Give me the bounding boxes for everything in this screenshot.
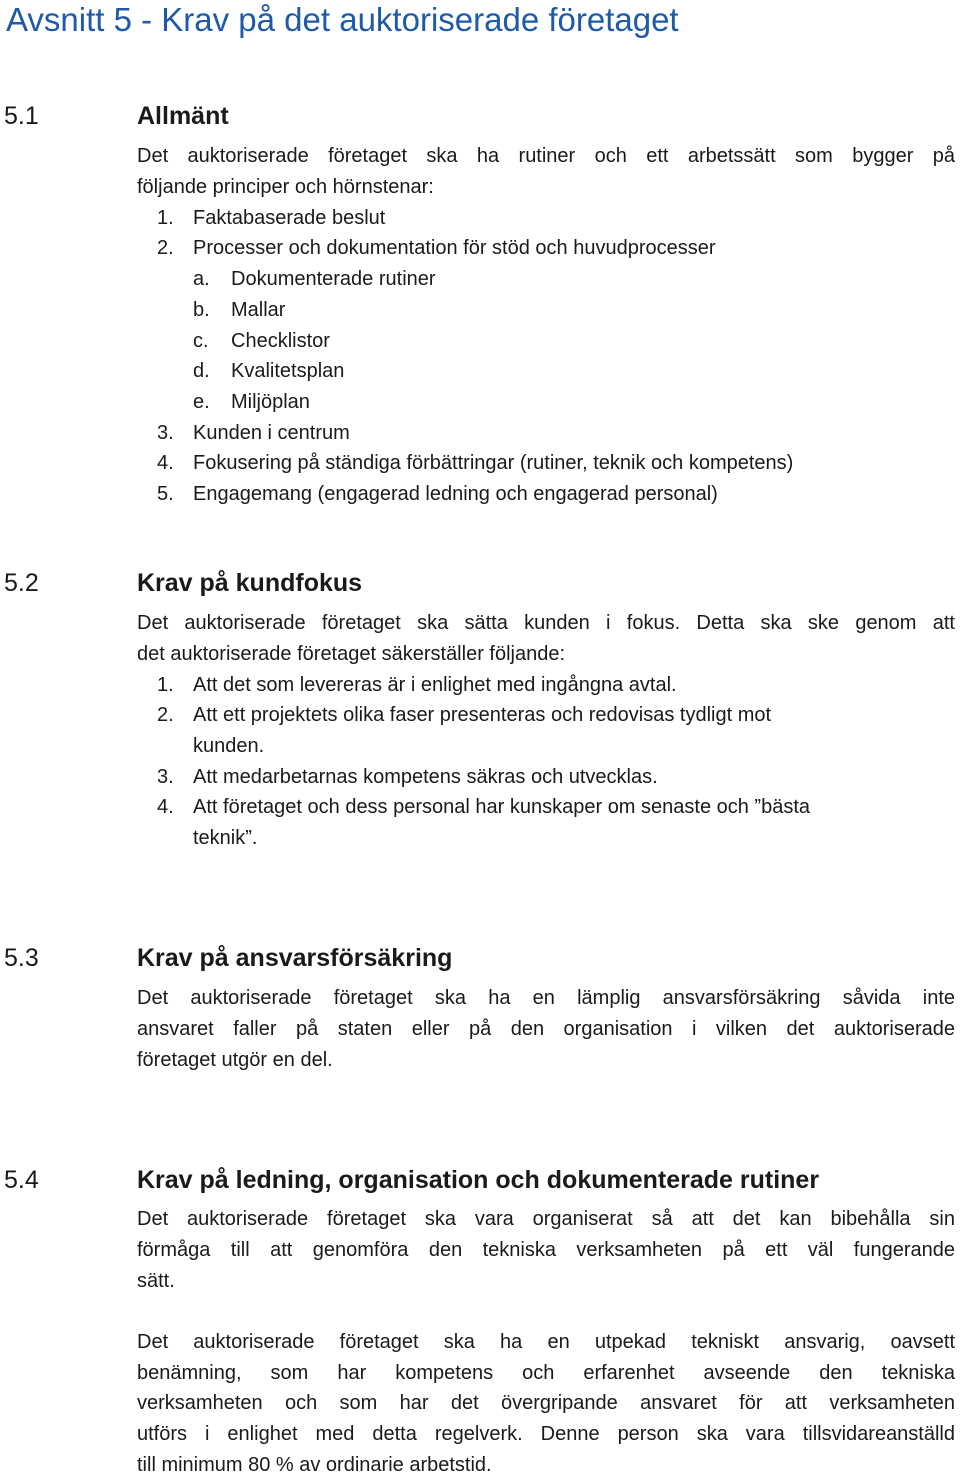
s4-para2-line-5: till minimum 80 % av ordinarie arbetstid. (137, 1454, 492, 1476)
s2-intro-line-2: det auktoriserade företaget säkerställer följande: (137, 643, 566, 665)
s4-para1-line-3: sätt. (137, 1270, 175, 1292)
s3-para-line-2: ansvaret faller på staten eller på den organisation i vilken det auktoriserade (137, 1018, 955, 1040)
s2-item-text: Att medarbetarnas kompetens säkras och utvecklas. (193, 766, 658, 788)
s1-subitem-letter: c. (193, 330, 209, 352)
s1-subitem-text: Checklistor (231, 330, 330, 352)
s2-item-text: Att det som levereras är i enlighet med ingångna avtal. (193, 674, 677, 696)
s2-item-number: 3. (157, 766, 174, 788)
s2-item-number: 1. (157, 674, 174, 696)
s4-para2-line-3: verksamheten och som har det övergripande ansvaret för att verksamheten (137, 1392, 955, 1414)
s1-subitem-letter: b. (193, 299, 210, 321)
s4-para2-line-4: utförs i enlighet med detta regelverk. Denne person ska vara tillsvidareanställd (137, 1423, 955, 1445)
s2-item-text: Att ett projektets olika faser presenteras och redovisas tydligt mot (193, 704, 772, 726)
s1-item-text: Fokusering på ständiga förbättringar (rutiner, teknik och kompetens) (193, 452, 794, 474)
s4-para1-line-2: förmåga till att genomföra den tekniska verksamheten på ett väl fungerande (137, 1239, 955, 1261)
section-heading-allmant: Allmänt (137, 102, 229, 130)
s1-subitem-letter: d. (193, 360, 210, 382)
section-number-5-2: 5.2 (4, 569, 39, 597)
s2-intro-line-1: Det auktoriserade företaget ska sätta kunden i fokus. Detta ska ske genom att (137, 612, 955, 634)
section-number-5-1: 5.1 (4, 102, 39, 130)
s1-subitem-text: Kvalitetsplan (231, 360, 345, 382)
s1-item-number: 2. (157, 237, 174, 259)
s1-item-text: Engagemang (engagerad ledning och engagerad personal) (193, 483, 718, 505)
s2-item-text-cont: teknik”. (193, 827, 258, 849)
s1-subitem-text: Mallar (231, 299, 286, 321)
page-title: Avsnitt 5 - Krav på det auktoriserade företaget (6, 1, 679, 38)
s1-item-text: Kunden i centrum (193, 422, 350, 444)
s3-para-line-1: Det auktoriserade företaget ska ha en lämplig ansvarsförsäkring såvida inte (137, 987, 955, 1009)
s1-item-text: Processer och dokumentation för stöd och huvudprocesser (193, 237, 716, 259)
s3-para-line-3: företaget utgör en del. (137, 1049, 333, 1071)
s4-para1-line-1: Det auktoriserade företaget ska vara organiserat så att det kan bibehålla sin (137, 1208, 955, 1230)
s4-para2-line-2: benämning, som har kompetens och erfarenhet avseende den tekniska (137, 1362, 955, 1384)
s1-item-number: 3. (157, 422, 174, 444)
s4-para2-line-1: Det auktoriserade företaget ska ha en utpekad tekniskt ansvarig, oavsett (137, 1331, 955, 1353)
s2-item-number: 2. (157, 704, 174, 726)
s1-subitem-text: Dokumenterade rutiner (231, 268, 436, 290)
s2-item-number: 4. (157, 796, 174, 818)
s1-item-text: Faktabaserade beslut (193, 207, 386, 229)
section-heading-ledning: Krav på ledning, organisation och dokumenterade rutiner (137, 1166, 820, 1194)
s1-subitem-letter: e. (193, 391, 210, 413)
section-heading-ansvarsforsakring: Krav på ansvarsförsäkring (137, 944, 453, 972)
s1-intro-line-1: Det auktoriserade företaget ska ha rutiner och ett arbetssätt som bygger på (137, 145, 955, 167)
s2-item-text-cont: kunden. (193, 735, 265, 757)
s1-subitem-letter: a. (193, 268, 210, 290)
s1-intro-line-2: följande principer och hörnstenar: (137, 176, 434, 198)
section-number-5-4: 5.4 (4, 1166, 39, 1194)
section-heading-kundfokus: Krav på kundfokus (137, 569, 363, 597)
s2-item-text: Att företaget och dess personal har kunskaper om senaste och ”bästa (193, 796, 811, 818)
s1-subitem-text: Miljöplan (231, 391, 310, 413)
s1-item-number: 5. (157, 483, 174, 505)
s1-item-number: 4. (157, 452, 174, 474)
s1-item-number: 1. (157, 207, 174, 229)
section-number-5-3: 5.3 (4, 944, 39, 972)
